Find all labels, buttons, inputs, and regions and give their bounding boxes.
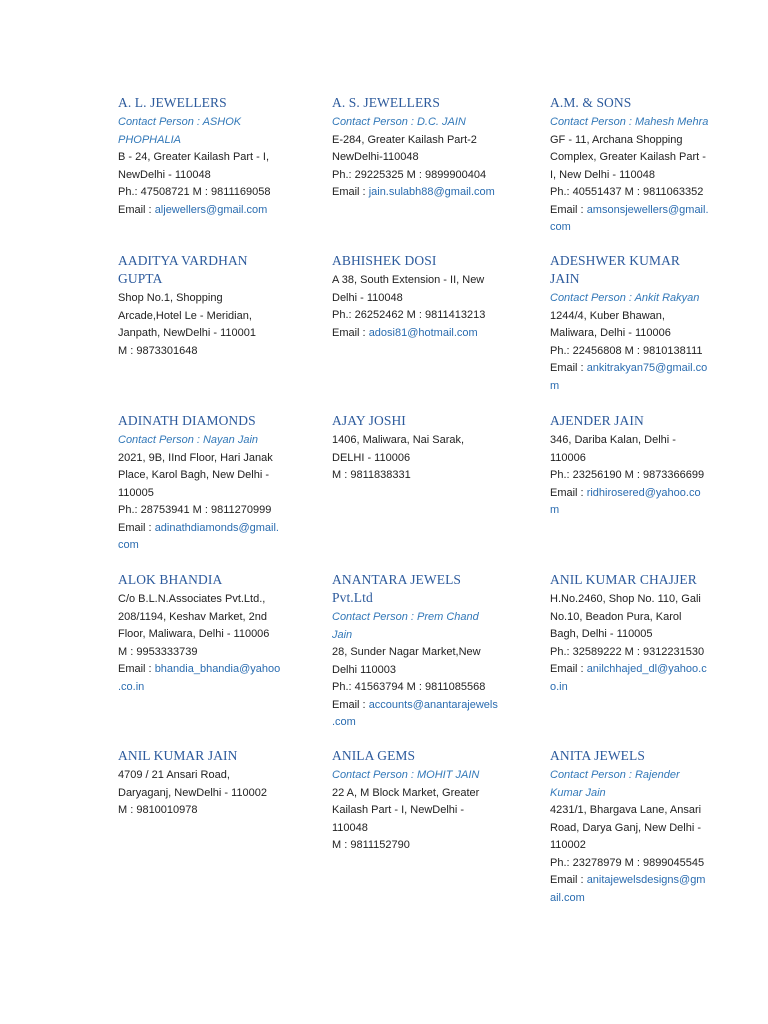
email-line [550, 872, 730, 907]
business-name: AADITYA VARDHAN GUPTA [118, 253, 248, 286]
email-label: Email : [550, 362, 587, 374]
address-phone: 1244/4, Kuber Bhawan, Maliwara, Delhi - 110006 Ph.: 22456808 M : 9810138111 [550, 309, 703, 357]
email-link[interactable]: adinathdiamonds@gmail. com [118, 521, 279, 551]
email-line [118, 520, 298, 555]
business-name: ANILA GEMS [332, 748, 416, 763]
contact-person: Contact Person : Nayan Jain [118, 434, 259, 446]
business-name: ADESHWER KUMAR JAIN [550, 253, 681, 286]
listing-entry [118, 747, 298, 820]
business-name: ANIL KUMAR CHAJJER [550, 572, 697, 587]
contact-person: Contact Person : Prem Chand Jain [332, 611, 479, 641]
address-phone: 4709 / 21 Ansari Road, Daryaganj, NewDelhi - 110002 M : 9810010978 [118, 769, 267, 816]
email-line [332, 184, 512, 202]
email-line [550, 485, 730, 520]
listing-entry [118, 252, 298, 360]
listing-entry [550, 747, 730, 907]
address-phone: 22 A, M Block Market, Greater Kailash Part - I, NewDelhi - 110048 M : 9811152790 [332, 786, 480, 851]
business-name: AJAY JOSHI [332, 413, 406, 428]
address-phone: GF - 11, Archana Shopping Complex, Greater Kailash Part - I, New Delhi - 110048 Ph.: 40551437 M : 9811063352 [550, 133, 706, 198]
business-name: ADINATH DIAMONDS [118, 413, 256, 428]
listing-entry [332, 94, 512, 202]
email-label: Email : [332, 698, 369, 711]
address-phone: 346, Dariba Kalan, Delhi - 110006 Ph.: 23256190 M : 9873366699 [550, 434, 705, 481]
address-phone: B - 24, Greater Kailash Part - I, NewDelhi - 110048 Ph.: 47508721 M : 9811169058 [118, 151, 271, 198]
email-line [118, 661, 298, 696]
email-link[interactable]: bhandia_bhandia@yahoo .co.in [118, 663, 281, 693]
email-link[interactable]: adosi81@hotmail.com [368, 326, 478, 339]
email-link[interactable]: accounts@anantarajewels .com [332, 698, 498, 728]
business-name: ANANTARA JEWELS Pvt.Ltd [332, 572, 462, 605]
business-name: ABHISHEK DOSI [332, 253, 437, 268]
listing-entry [332, 571, 512, 732]
address-phone: 28, Sunder Nagar Market,New Delhi 110003 Ph.: 41563794 M : 9811085568 [332, 646, 486, 693]
business-name: ANIL KUMAR JAIN [118, 748, 238, 763]
email-label: Email : [118, 663, 155, 675]
listing-entry [118, 571, 298, 696]
business-name: ALOK BHANDIA [118, 572, 223, 587]
listing-entry [118, 412, 298, 555]
address-phone: C/o B.L.N.Associates Pvt.Ltd., 208/1194, Keshav Market, 2nd Floor, Maliwara, Delhi - 110006 M : 9953333739 [118, 593, 270, 658]
email-link[interactable]: jain.sulabh88@gmail.com [368, 186, 495, 198]
email-line [550, 202, 730, 237]
email-link[interactable]: anitajewelsdesigns@gm ail.com [550, 874, 706, 904]
address-phone: 2021, 9B, IInd Floor, Hari Janak Place, Karol Bagh, New Delhi - 110005 Ph.: 28753941 M : 9811270999 [118, 451, 273, 516]
address-phone: 1406, Maliwara, Nai Sarak, DELHI - 110006 M : 9811838331 [332, 434, 465, 481]
contact-person: Contact Person : Ankit Rakyan [550, 292, 700, 304]
email-label: Email : [550, 486, 587, 499]
email-label: Email : [550, 874, 587, 886]
email-line [550, 360, 730, 395]
listing-entry [550, 412, 730, 520]
email-link[interactable]: anilchhajed_dl@yahoo.c o.in [550, 663, 707, 693]
email-label: Email : [550, 203, 587, 216]
listing-entry [332, 252, 512, 342]
listing-entry [550, 252, 730, 395]
contact-person: Contact Person : MOHIT JAIN [332, 769, 480, 781]
business-name: ANITA JEWELS [550, 748, 645, 763]
address-phone: E-284, Greater Kailash Part-2 NewDelhi-110048 Ph.: 29225325 M : 9899900404 [332, 133, 487, 181]
business-name: A. S. JEWELLERS [332, 95, 440, 110]
listing-entry [118, 94, 298, 219]
listing-entry [332, 747, 512, 855]
contact-person: Contact Person : Rajender Kumar Jain [550, 769, 680, 799]
email-label: Email : [118, 521, 155, 534]
email-link[interactable]: ankitrakyan75@gmail.co m [550, 362, 708, 392]
address-phone: H.No.2460, Shop No. 110, Gali No.10, Beadon Pura, Karol Bagh, Delhi - 110005 Ph.: 32589222 M : 9312231530 [550, 593, 705, 658]
contact-person: Contact Person : Mahesh Mehra [550, 116, 709, 128]
email-link[interactable]: ridhirosered@yahoo.co m [550, 486, 701, 516]
business-name: AJENDER JAIN [550, 413, 644, 428]
contact-person: Contact Person : D.C. JAIN [332, 116, 466, 128]
listing-entry [550, 94, 730, 237]
email-line [332, 325, 512, 343]
business-name: A.M. & SONS [550, 95, 632, 110]
email-label: Email : [118, 203, 155, 216]
email-line [332, 697, 512, 732]
email-link[interactable]: aljewellers@gmail.com [154, 203, 268, 216]
business-name: A. L. JEWELLERS [118, 95, 227, 110]
email-label: Email : [550, 663, 587, 675]
email-line [118, 202, 298, 220]
listing-entry [332, 412, 512, 485]
email-line [550, 661, 730, 696]
email-link[interactable]: amsonsjewellers@gmail. com [550, 203, 709, 233]
address-phone: A 38, South Extension - II, New Delhi - 110048 Ph.: 26252462 M : 9811413213 [332, 274, 486, 321]
address-phone: 4231/1, Bhargava Lane, Ansari Road, Darya Ganj, New Delhi - 110002 Ph.: 23278979 M : 9899045545 [550, 804, 705, 869]
email-label: Email : [332, 326, 369, 339]
listing-entry [550, 571, 730, 696]
address-phone: Shop No.1, Shopping Arcade,Hotel Le - Meridian, Janpath, NewDelhi - 110001 M : 9873301648 [118, 292, 256, 357]
contact-person: Contact Person : ASHOK PHOPHALIA [118, 116, 242, 146]
email-label: Email : [332, 186, 369, 198]
